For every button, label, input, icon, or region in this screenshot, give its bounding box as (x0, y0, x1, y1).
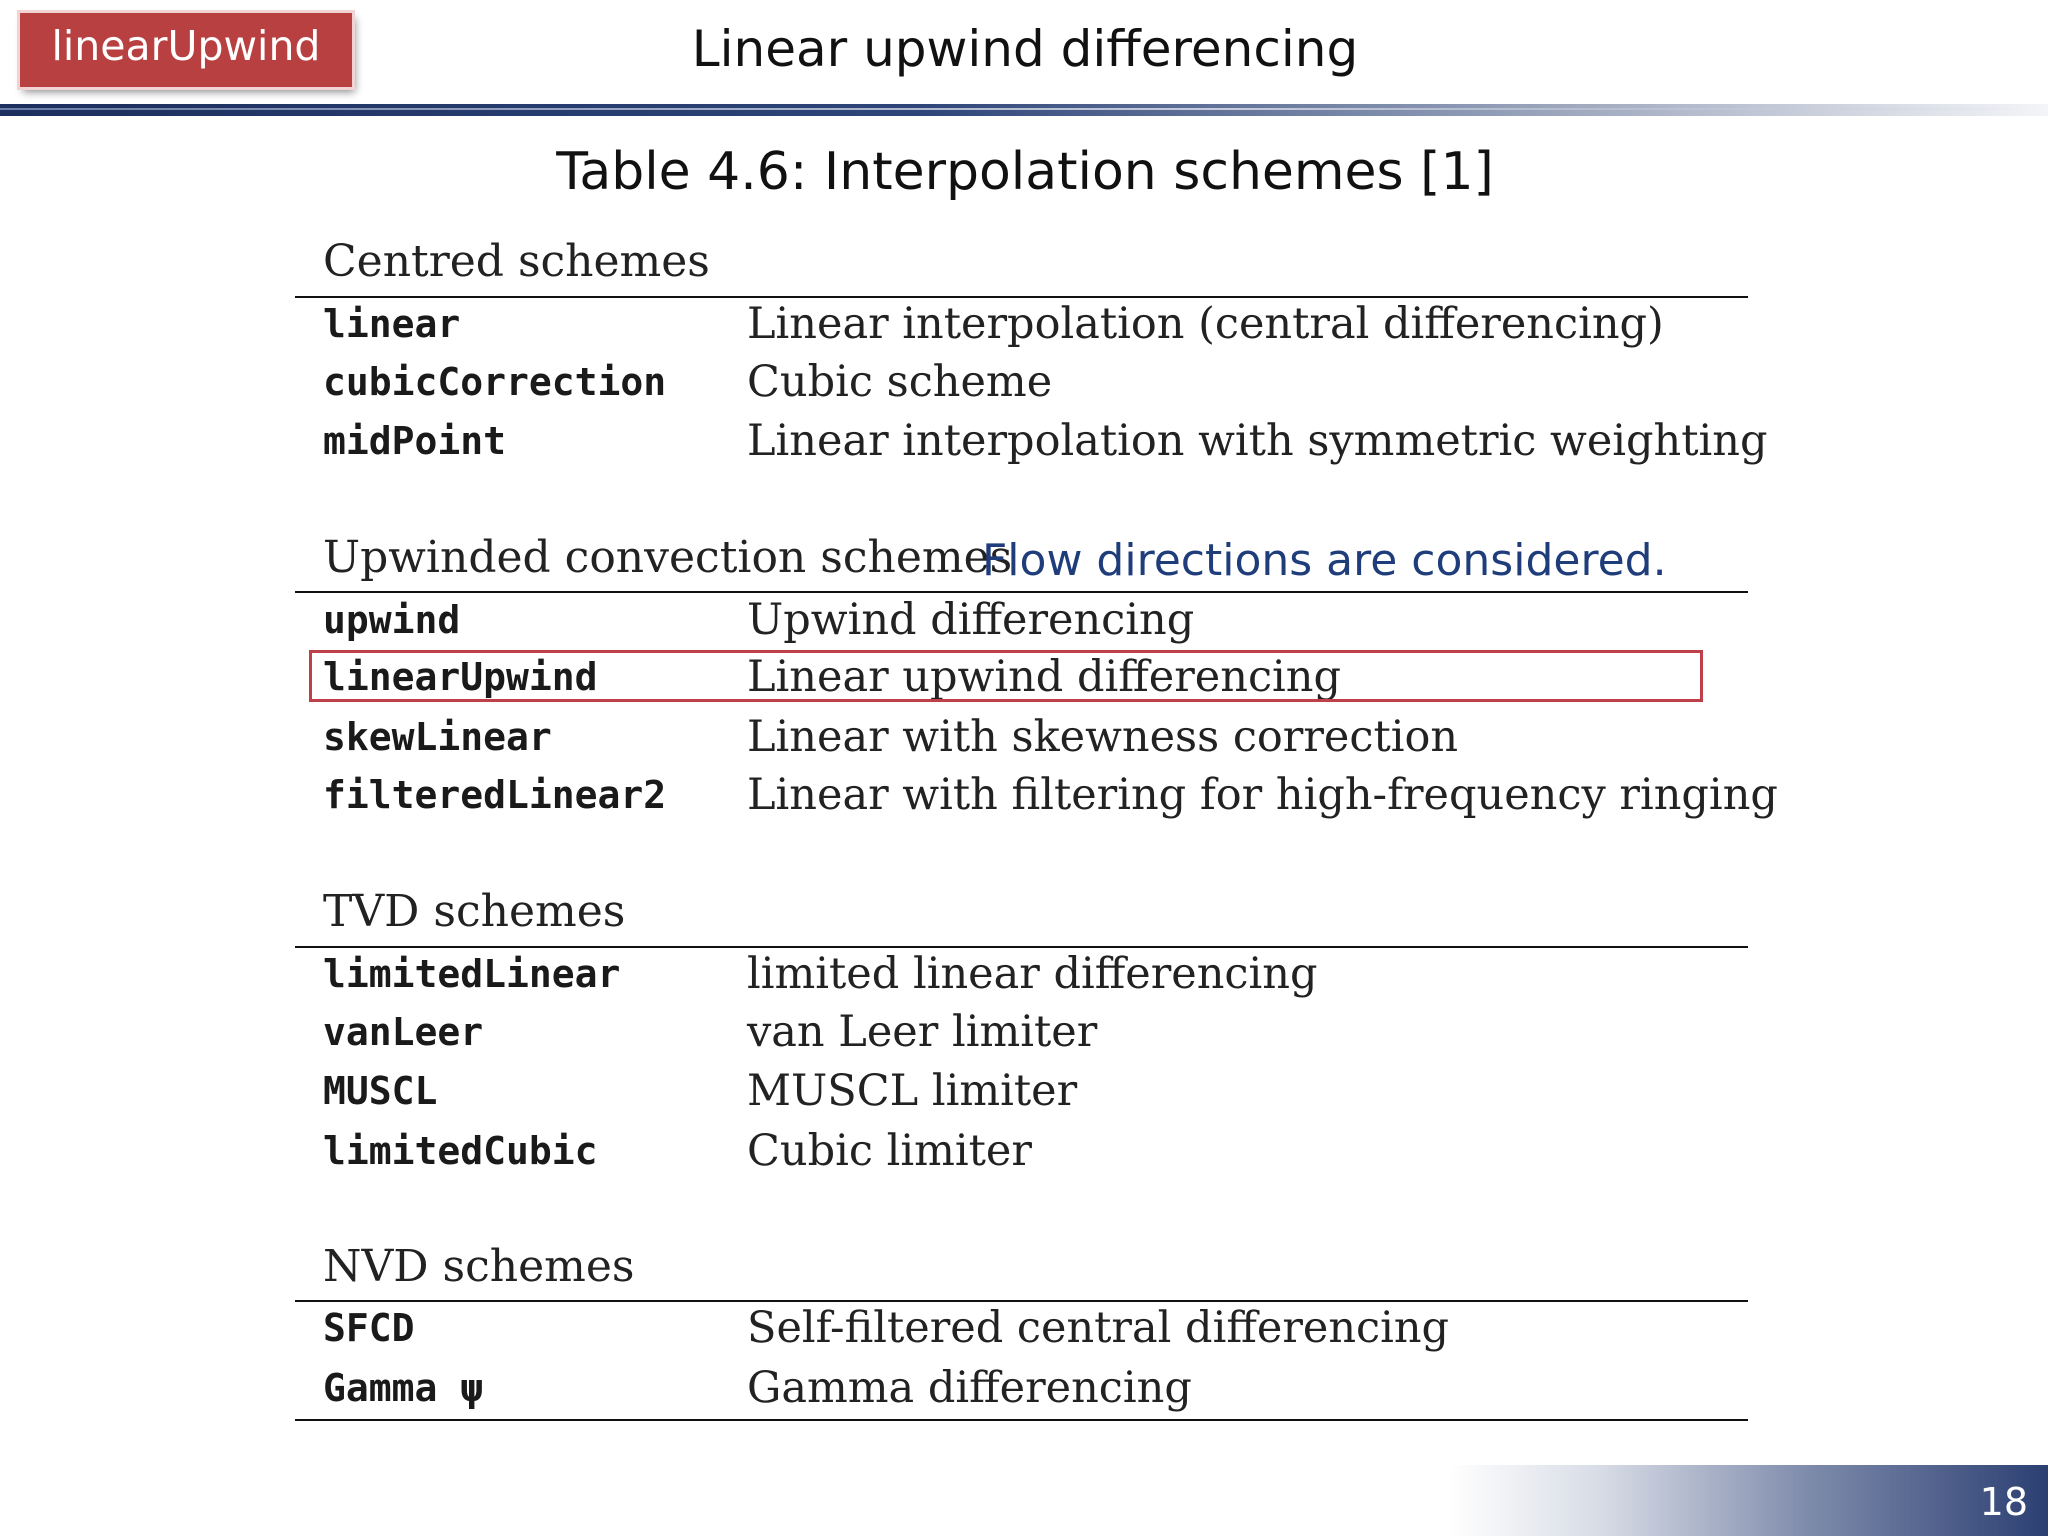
table-row (295, 945, 1748, 1003)
section-heading-upwinded: Upwinded convection schemes (323, 532, 1013, 583)
scheme-description: Linear upwind differencing (747, 652, 1342, 702)
scheme-description: Linear interpolation with symmetric weighting (747, 416, 1768, 466)
section-heading-centred: Centred schemes (323, 236, 710, 287)
scheme-name: upwind (323, 598, 461, 642)
scheme-description: Upwind differencing (747, 595, 1195, 645)
scheme-name: linearUpwind (323, 655, 598, 699)
section-tag: linearUpwind (20, 13, 352, 87)
scheme-name: Gamma ψ (323, 1366, 484, 1410)
scheme-description: limited linear differencing (747, 949, 1318, 999)
scheme-name: MUSCL (323, 1069, 438, 1113)
scheme-description: Self-filtered central differencing (747, 1303, 1450, 1353)
flow-direction-note: Flow directions are considered. (982, 535, 1667, 586)
scheme-description: Gamma differencing (747, 1363, 1192, 1413)
table-caption: Table 4.6: Interpolation schemes [1] (556, 142, 1494, 202)
header-divider (0, 104, 2048, 116)
table-row (295, 1122, 1748, 1180)
scheme-name: filteredLinear2 (323, 773, 667, 817)
table-row (295, 353, 1748, 411)
table-bottom-rule (295, 1419, 1748, 1421)
table-row (295, 295, 1748, 353)
scheme-name: skewLinear (323, 715, 552, 759)
scheme-description: van Leer limiter (747, 1007, 1098, 1057)
footer-bar (1450, 1465, 2048, 1536)
scheme-name: limitedCubic (323, 1129, 598, 1173)
section-heading-tvd: TVD schemes (323, 886, 626, 937)
page-number: 18 (1979, 1480, 2028, 1524)
scheme-description: MUSCL limiter (747, 1066, 1078, 1116)
scheme-description: Linear interpolation (central differencing) (747, 299, 1664, 349)
scheme-description: Cubic scheme (747, 357, 1053, 407)
section-heading-nvd: NVD schemes (323, 1241, 635, 1292)
table-row (295, 591, 1748, 649)
scheme-name: limitedLinear (323, 952, 621, 996)
scheme-name: SFCD (323, 1306, 415, 1350)
scheme-description: Cubic limiter (747, 1126, 1032, 1176)
table-row (295, 1299, 1748, 1357)
scheme-description: Linear with skewness correction (747, 712, 1459, 762)
table-row (295, 412, 1768, 470)
table-row (295, 1359, 1748, 1417)
scheme-name: cubicCorrection (323, 360, 667, 404)
scheme-name: linear (323, 302, 461, 346)
table-row (295, 708, 1748, 766)
highlight-box (309, 650, 1703, 702)
scheme-name: vanLeer (323, 1010, 484, 1054)
scheme-description: Linear with filtering for high-frequency ringing (747, 770, 1778, 820)
table-row (295, 1003, 1748, 1061)
slide-title: Linear upwind differencing (691, 20, 1359, 78)
scheme-name: midPoint (323, 419, 507, 463)
table-row (295, 1062, 1748, 1120)
table-row (295, 766, 1778, 824)
